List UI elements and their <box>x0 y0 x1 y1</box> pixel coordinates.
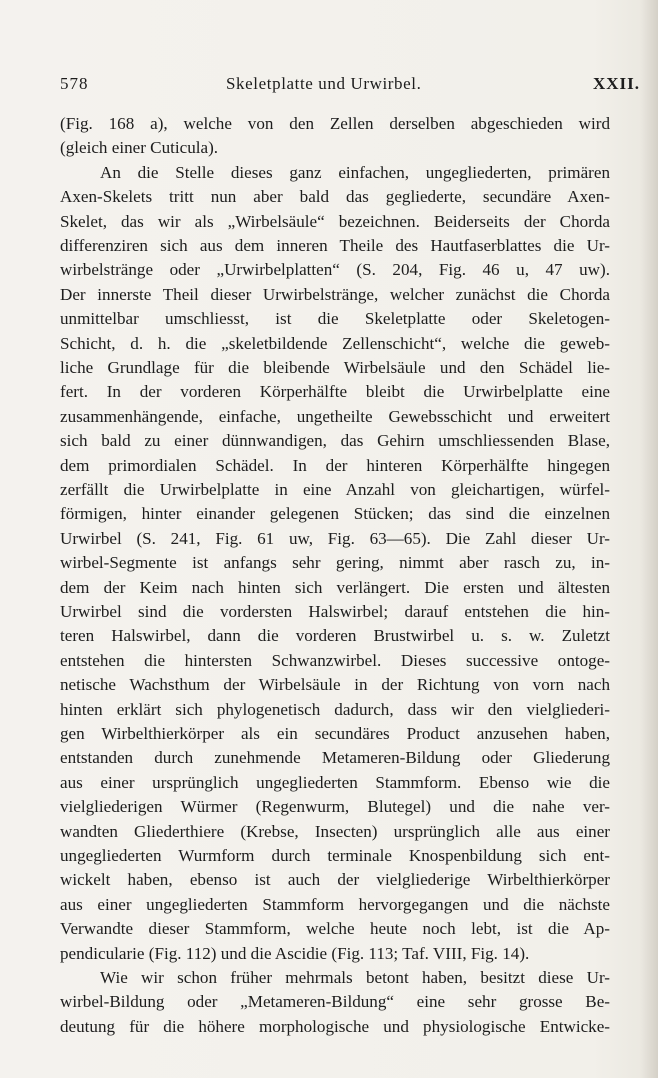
text-line: Der innerste Theil dieser Urwirbelstränge, welcher zunächst die Chorda <box>60 284 610 304</box>
text-line: differenziren sich aus dem inneren Theile des Hautfaserblattes die Ur- <box>60 236 610 255</box>
text-line: netische Wachsthum der Wirbelsäule in der Richtung von vorn nach <box>60 675 610 695</box>
text-line: zerfällt die Urwirbelplatte in eine Anzahl von gleichartigen, würfel- <box>60 480 610 499</box>
text-line: Schicht, d. h. die „skeletbildende Zellenschicht“, welche die geweb- <box>60 333 610 353</box>
text-line: teren Halswirbel, dann die vorderen Brustwirbel u. s. w. Zuletzt <box>60 626 610 646</box>
text-line: wirbelstränge oder „Urwirbelplatten“ (S. 204, Fig. 46 u, 47 uw). <box>60 260 610 280</box>
text-line: (gleich einer Cuticula). <box>60 138 219 158</box>
text-line: Verwandte dieser Stammform, welche heute noch lebt, ist die Ap- <box>60 919 610 939</box>
text-line: unmittelbar umschliesst, ist die Skeletplatte oder Skeletogen- <box>60 309 610 329</box>
text-line: dem primordialen Schädel. In der hinteren Körperhälfte hingegen <box>60 455 610 475</box>
text-line: aus einer ungegliederten Stammform hervorgegangen und die nächste <box>60 894 610 914</box>
text-line: deutung für die höhere morphologische und physiologische Entwicke- <box>60 1016 610 1036</box>
text-line: (Fig. 168 a), welche von den Zellen derselben abgeschieden wird <box>60 114 610 133</box>
text-line: wirbel-Segmente ist anfangs sehr gering, nimmt aber rasch zu, in- <box>60 553 610 573</box>
running-header <box>60 74 640 100</box>
text-line: fert. In der vorderen Körperhälfte bleibt die Urwirbelplatte eine <box>60 382 610 402</box>
text-line: förmigen, hinter einander gelegenen Stücken; das sind die einzelnen <box>60 504 610 524</box>
running-title: Skeletplatte und Urwirbel. <box>226 74 422 93</box>
text-line: hinten erklärt sich phylogenetisch dadurch, dass wir den vielgliederi- <box>60 699 610 719</box>
text-line: ungegliederten Wurmform durch terminale Knospenbildung sich ent- <box>60 846 610 865</box>
text-line: zusammenhängende, einfache, ungetheilte Gewebsschicht und erweitert <box>60 406 610 426</box>
text-line: wirbel-Bildung oder „Metameren-Bildung“ eine sehr grosse Be- <box>60 992 610 1012</box>
text-line: liche Grundlage für die bleibende Wirbelsäule und den Schädel lie- <box>60 358 610 377</box>
text-line: wickelt haben, ebenso ist auch der vielgliederige Wirbelthierkörper <box>60 870 610 890</box>
text-line: aus einer ursprünglich ungegliederten Stammform. Ebenso wie die <box>60 772 610 792</box>
text-line: entstehen die hintersten Schwanzwirbel. Dieses successive ontoge- <box>60 650 610 670</box>
text-line: Urwirbel sind die vordersten Halswirbel; darauf entstehen die hin- <box>60 602 610 621</box>
text-line: sich bald zu einer dünnwandigen, das Gehirn umschliessenden Blase, <box>60 431 610 451</box>
text-line: Urwirbel (S. 241, Fig. 61 uw, Fig. 63—65). Die Zahl dieser Ur- <box>60 528 610 548</box>
text-line: An die Stelle dieses ganz einfachen, ungegliederten, primären <box>100 162 610 182</box>
text-line: entstanden durch zunehmende Metameren-Bildung oder Gliederung <box>60 748 610 768</box>
text-line: pendicularie (Fig. 112) und die Ascidie (Fig. 113; Taf. VIII, Fig. 14). <box>60 943 530 963</box>
text-line: vielgliederigen Würmer (Regenwurm, Blutegel) und die nahe ver- <box>60 797 610 817</box>
text-line: Skelet, das wir als „Wirbelsäule“ bezeichnen. Beiderseits der Chorda <box>60 211 610 231</box>
text-line: gen Wirbelthierkörper als ein secundäres Product anzusehen haben, <box>60 724 610 743</box>
text-line: Axen-Skelets tritt nun aber bald das gegliederte, secundäre Axen- <box>60 187 610 207</box>
text-line: wandten Gliederthiere (Krebse, Insecten) ursprünglich alle aus einer <box>60 821 610 841</box>
text-line: dem der Keim nach hinten sich verlängert. Die ersten und ältesten <box>60 577 610 597</box>
text-line: Wie wir schon früher mehrmals betont haben, besitzt diese Ur- <box>100 968 610 987</box>
page-number: 578 <box>60 74 89 93</box>
page-edge-shadow <box>640 0 658 1078</box>
chapter-number: XXII. <box>592 74 640 93</box>
